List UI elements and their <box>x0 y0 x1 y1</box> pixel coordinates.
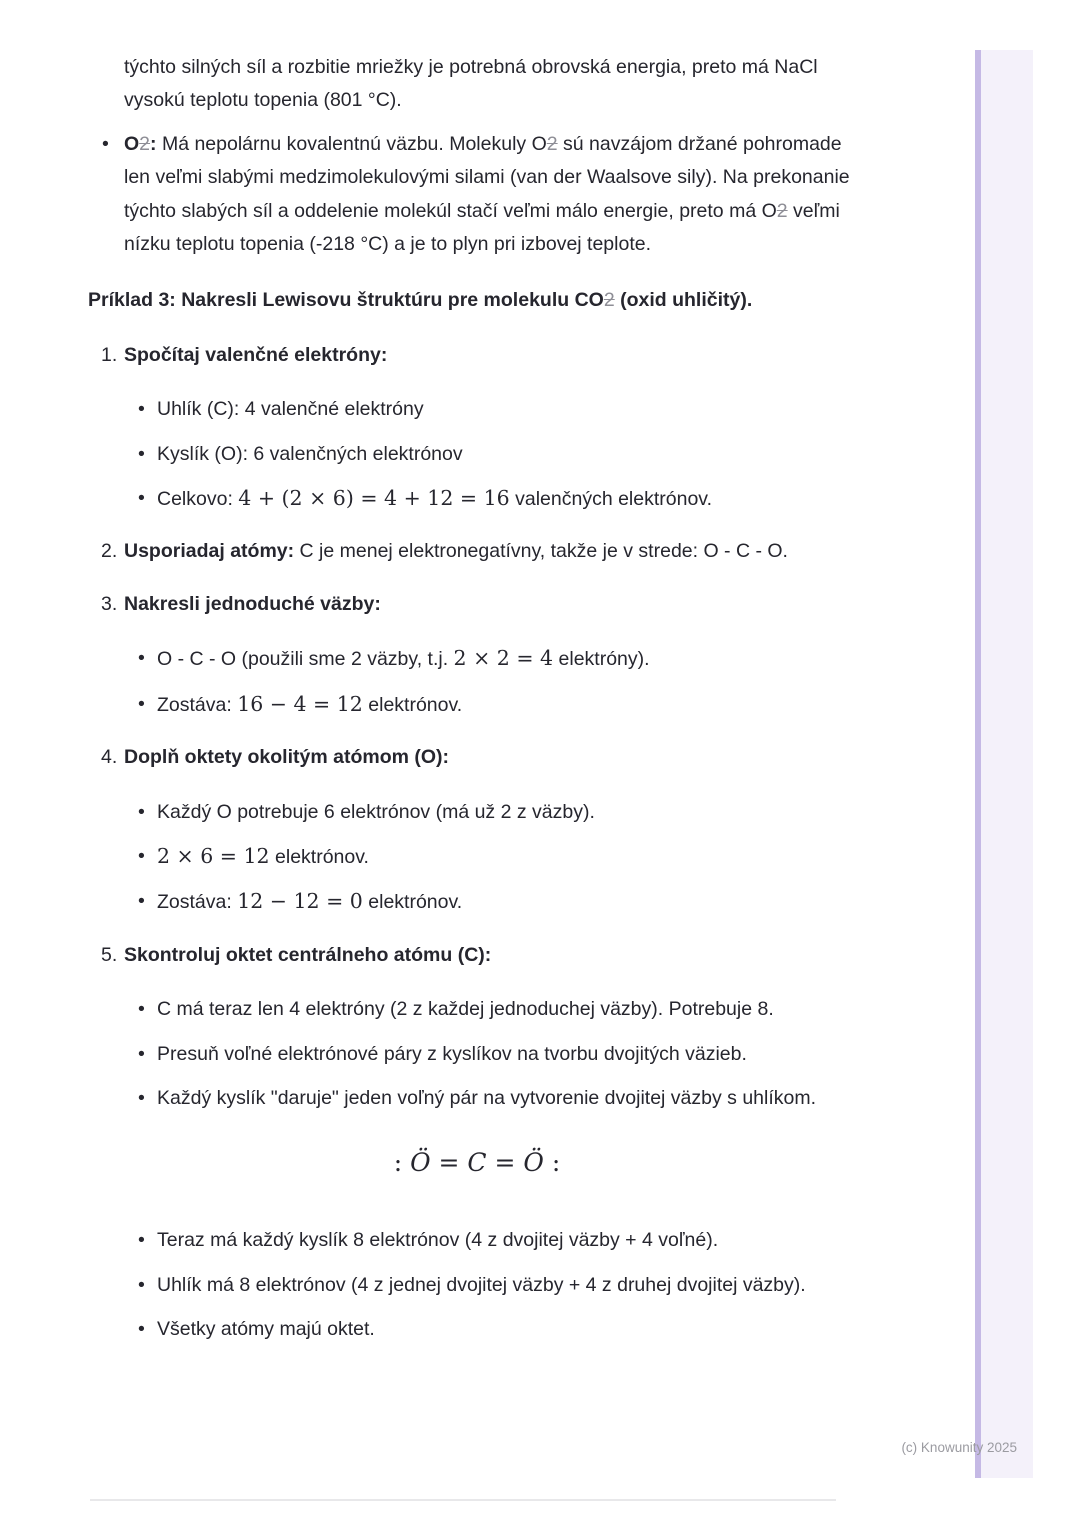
text-run: 12 − 12 = 0 <box>237 889 363 914</box>
text-run: Každý O potrebuje 6 elektrónov (má už 2 z väzby). <box>157 800 595 823</box>
step-number: 2. <box>101 540 118 563</box>
text-run: : <box>150 132 157 155</box>
page-edge-stripe <box>975 50 1033 1478</box>
sub-list-item-text <box>157 393 860 426</box>
bullet-icon: • <box>138 647 145 670</box>
text-run: Zostáva: <box>157 693 238 716</box>
sub-list-item-text <box>157 993 860 1026</box>
example-heading <box>88 284 860 317</box>
sub-list-item <box>124 840 860 874</box>
text-run: týchto silných síl a rozbitie mriežky je potrebná obrovská energia, preto má NaCl vysokú teplotu topenia (801 °C). <box>124 56 818 112</box>
step-title <box>124 535 860 568</box>
bullet-icon: • <box>138 1086 145 1109</box>
sub-list-item-text <box>157 1269 860 1302</box>
text-run: O - C - O (použili sme 2 väzby, t.j. <box>157 648 454 671</box>
bullet-icon: • <box>138 800 145 823</box>
text-run: valenčných elektrónov. <box>509 488 713 511</box>
bullet-icon: • <box>138 692 145 715</box>
text-run: Teraz má každý kyslík 8 elektrónov (4 z dvojitej väzby + 4 voľné). <box>157 1229 719 1252</box>
step-number: 5. <box>101 943 118 966</box>
text-run: Zostáva: <box>157 891 238 914</box>
sub-list-item <box>124 885 860 919</box>
sub-list <box>124 642 860 722</box>
text-run: (oxid uhličitý). <box>614 289 753 312</box>
step-body <box>124 741 860 920</box>
text-run: C má teraz len 4 elektróny (2 z každej jednoduchej väzby). Potrebuje 8. <box>157 998 774 1021</box>
text-run: = <box>430 1148 468 1178</box>
text-run: : <box>393 1148 411 1178</box>
text-run: C <box>467 1148 487 1178</box>
sub-list-item-text <box>157 688 860 722</box>
bullet-icon: • <box>138 442 145 465</box>
bullet-icon: • <box>138 890 145 913</box>
bullet-icon: • <box>138 998 145 1021</box>
text-run: = <box>486 1148 524 1178</box>
text-run: Doplň oktety okolitým atómom (O): <box>124 746 450 769</box>
list-item <box>88 128 860 262</box>
text-run: 2 <box>776 199 788 222</box>
text-run: Nakresli jednoduché väzby: <box>124 592 381 615</box>
step-item <box>88 339 860 517</box>
text-run: Presuň voľné elektrónové páry z kyslíkov na tvorbu dvojitých väzieb. <box>157 1042 747 1065</box>
list-item-text <box>124 128 860 262</box>
sub-list-item <box>124 1313 860 1346</box>
step-title <box>124 741 860 774</box>
sub-list-item <box>124 438 860 471</box>
text-run: 2 × 6 = 12 <box>157 843 270 868</box>
sub-list <box>124 993 860 1346</box>
sub-list <box>124 393 860 516</box>
text-run: Má nepolárnu kovalentnú väzbu. Molekuly O <box>156 132 547 155</box>
step-item <box>88 588 860 722</box>
sub-list-item-text <box>157 1224 860 1257</box>
text-run: 2 <box>546 132 558 155</box>
sub-list-item-text <box>157 1038 860 1071</box>
text-run: O <box>124 132 140 155</box>
text-run: 2 <box>139 132 151 155</box>
bullet-icon: • <box>138 487 145 510</box>
text-run: 2 × 2 = 4 <box>453 646 554 671</box>
text-run: 2 <box>603 289 615 312</box>
text-run: sú navzájom držané pohromade len veľmi slabými medzimolekulovými silami (van der Waalsove sily). Na prekonanie týchto slabých síl a oddelenie molekúl stačí veľmi málo energie, preto má O <box>124 132 850 222</box>
text-run: elektrónov. <box>269 845 369 868</box>
sub-list-item-text <box>157 796 860 829</box>
text-run: Všetky atómy majú oktet. <box>157 1318 375 1341</box>
sub-list-item <box>124 688 860 722</box>
step-title <box>124 339 860 372</box>
bullet-icon: • <box>102 132 109 155</box>
bullet-icon: • <box>138 1318 145 1341</box>
text-run: : <box>543 1148 561 1178</box>
sub-list-item <box>124 1269 860 1302</box>
sub-list-item <box>124 1038 860 1071</box>
divider <box>90 1499 836 1501</box>
sub-list-item <box>124 482 860 516</box>
sub-list-item <box>124 796 860 829</box>
step-body <box>124 535 860 568</box>
step-number: 1. <box>101 343 118 366</box>
sub-list-item-text <box>157 885 860 919</box>
step-item <box>88 939 860 1347</box>
bullet-icon: • <box>138 398 145 421</box>
sub-list-item <box>124 393 860 426</box>
step-body <box>124 339 860 517</box>
text-run: Ö <box>410 1148 431 1178</box>
text-run: Kyslík (O): 6 valenčných elektrónov <box>157 442 463 465</box>
text-run: elektrónov. <box>362 693 463 716</box>
bullet-icon: • <box>138 1042 145 1065</box>
text-run: elektróny). <box>553 648 650 671</box>
sub-list-item <box>124 1224 860 1257</box>
continuation-paragraph <box>124 51 860 118</box>
text-run: 16 − 4 = 12 <box>237 691 363 716</box>
copyright-text: (c) Knowunity 2025 <box>901 1440 1017 1455</box>
lewis-structure-formula <box>124 1141 830 1185</box>
text-run: 4 + (2 × 6) = 4 + 12 = 16 <box>238 486 510 511</box>
text-run: Príklad 3: Nakresli Lewisovu štruktúru pre molekulu CO <box>88 289 604 312</box>
document-content <box>88 51 860 1366</box>
text-run: C je menej elektronegatívny, takže je v strede: O - C - O. <box>294 540 788 563</box>
step-body <box>124 939 860 1347</box>
text-run: Uhlík (C): 4 valenčné elektróny <box>157 398 424 421</box>
text-run: Každý kyslík "daruje" jeden voľný pár na vytvorenie dvojitej väzby s uhlíkom. <box>157 1086 817 1109</box>
step-body <box>124 588 860 722</box>
bullet-icon: • <box>138 1273 145 1296</box>
sub-list-item <box>124 642 860 676</box>
steps-list <box>88 339 860 1347</box>
step-title <box>124 939 860 972</box>
step-number: 3. <box>101 592 118 615</box>
text-run: veľmi nízku teplotu topenia (-218 °C) a je to plyn pri izbovej teplote. <box>124 199 840 256</box>
sub-list-item <box>124 993 860 1026</box>
text-run: elektrónov. <box>362 891 463 914</box>
sub-list-item-text <box>157 1313 860 1346</box>
step-item <box>88 535 860 568</box>
step-title <box>124 588 860 621</box>
bullet-icon: • <box>138 1229 145 1252</box>
sub-list-item-text <box>157 1082 860 1115</box>
text-run: Usporiadaj atómy: <box>124 540 295 563</box>
sub-list-item <box>124 1082 860 1115</box>
text-run: Ö <box>523 1148 544 1178</box>
sub-list-item-text <box>157 840 860 874</box>
sub-list <box>124 796 860 920</box>
bullet-icon: • <box>138 844 145 867</box>
text-run: Skontroluj oktet centrálneho atómu (C): <box>124 943 492 966</box>
text-run: Spočítaj valenčné elektróny: <box>124 343 388 366</box>
sub-list-item-text <box>157 438 860 471</box>
text-run: Uhlík má 8 elektrónov (4 z jednej dvojitej väzby + 4 z druhej dvojitej väzby). <box>157 1273 806 1296</box>
text-run: Celkovo: <box>157 488 239 511</box>
step-item <box>88 741 860 920</box>
sub-list-item-text <box>157 642 860 676</box>
sub-list-item-text <box>157 482 860 516</box>
step-number: 4. <box>101 746 118 769</box>
